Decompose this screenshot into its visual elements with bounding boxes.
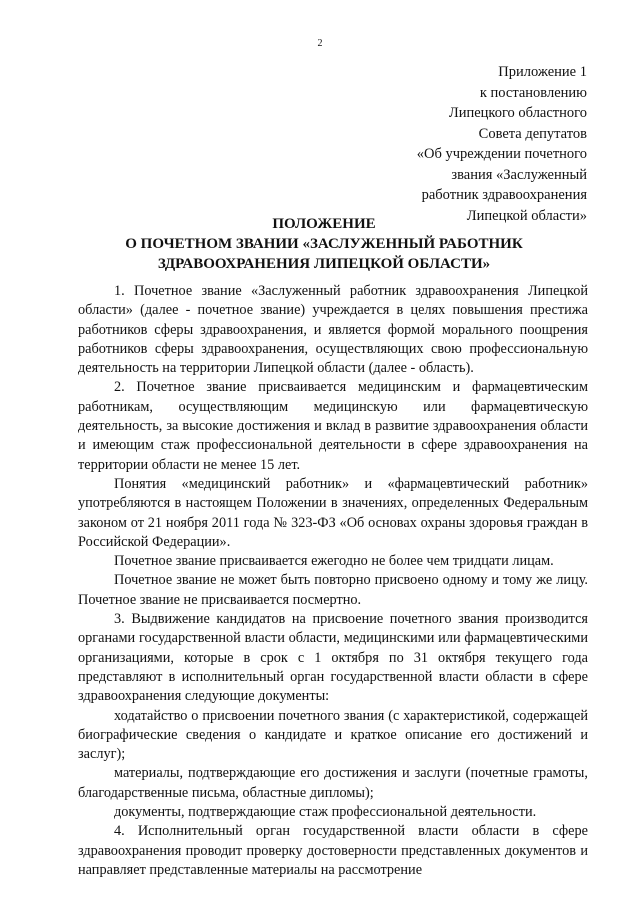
appendix-line: звания «Заслуженный (451, 166, 587, 183)
document-body (78, 282, 588, 880)
paragraph: 1. Почетное звание «Заслуженный работник здравоохранения Липецкой области» (далее - почетное звание) учреждается в целях повышения престижа работников сферы здравоохранения, и является формой морального поощрения работников сферы здравоохранения, осуществляющих свою профессиональную деятельность на территории Липецкой области (далее - область). (78, 283, 588, 377)
appendix-line: «Об учреждении почетного (416, 146, 587, 162)
appendix-line: Липецкой области» (466, 207, 587, 224)
appendix-line: Липецкого областного (448, 105, 587, 121)
title-line: О ПОЧЕТНОМ ЗВАНИИ «ЗАСЛУЖЕННЫЙ РАБОТНИК (125, 236, 523, 252)
paragraph: Понятия «медицинский работник» и «фармацевтический работник» употребляются в настоящем Положении в значениях, определенных Федеральным законом от 21 ноября 2011 года № 323-ФЗ «Об основах охраны здоровья граждан в Российской Федерации». (78, 475, 588, 550)
appendix-line: Совета депутатов (478, 125, 587, 142)
paragraph: 3. Выдвижение кандидатов на присвоение почетного звания производится органами государственной власти области, медицинскими или фармацевтическими организациями, которые в срок с 1 октября по 31 октября текущего года представляют в исполнительный орган государственной власти области в сфере здравоохранения следующие документы: (78, 611, 588, 705)
title-line: ПОЛОЖЕНИЕ (272, 216, 376, 232)
document-title (60, 214, 588, 274)
paragraph: ходатайство о присвоении почетного звания (с характеристикой, содержащей биографические сведения о кандидате и краткое описание его достижений и заслуг); (78, 707, 588, 763)
appendix-block (347, 62, 587, 226)
paragraph: материалы, подтверждающие его достижения и заслуги (почетные грамоты, благодарственные письма, областные дипломы); (78, 765, 588, 801)
paragraph: Почетное звание не может быть повторно присвоено одному и тому же лицу. Почетное звание не присваивается посмертно. (78, 572, 588, 608)
appendix-line: Приложение 1 (498, 64, 587, 80)
paragraph: Почетное звание присваивается ежегодно не более чем тридцати лицам. (114, 553, 554, 570)
appendix-line: к постановлению (479, 84, 587, 101)
paragraph: документы, подтверждающие стаж профессиональной деятельности. (114, 804, 537, 821)
paragraph: 4. Исполнительный орган государственной власти области в сфере здравоохранения проводит проверку достоверности представленных документов и направляет представленные материалы на рассмотрение (78, 823, 588, 878)
title-line: ЗДРАВООХРАНЕНИЯ ЛИПЕЦКОЙ ОБЛАСТИ» (157, 256, 491, 272)
paragraph: 2. Почетное звание присваивается медицинским и фармацевтическим работникам, осуществляющим медицинскую или фармацевтическую деятельность, за высокие достижения и вклад в развитие здравоохранения области и имеющим стаж профессиональной деятельности в сфере здравоохранения на территории области не менее 15 лет. (78, 379, 588, 473)
appendix-line: работник здравоохранения (421, 187, 587, 203)
page-number: 2 (317, 38, 323, 49)
